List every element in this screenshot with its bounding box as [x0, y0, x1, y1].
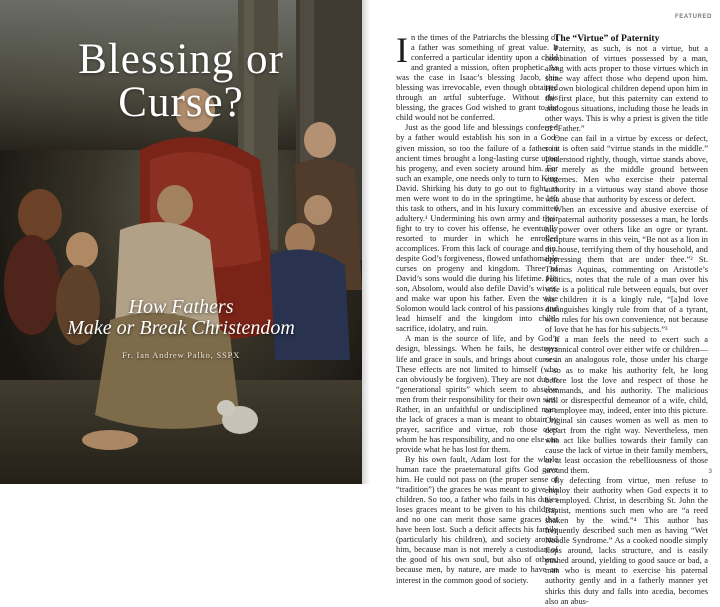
paragraph-4: By his own fault, Adam lost for the whole human race the praeternatural gifts God gave him. He could not pass on (the proper sense of “tradition”) the graces he was meant to give his children. So too, a father who fails in his duties loses graces meant to be given to his children, and no one can merit those same graces that have been lost. Such a deficit affects his family (particularly his children), and society around him, because man is not merely a custodian of the good of his own soul, but also of others, because men, by nature, are made to have an interest in the common good of society.	[396, 454, 558, 585]
author-byline: Fr. Ian Andrew Palko, SSPX	[121, 350, 241, 360]
feature-painting-page	[0, 0, 362, 484]
paragraph-1-text: n the times of the Patriarchs the blessing of a father was something of great value. It conferred a particular identity upon a child and granted a mission, often prophetic. As was the case in Isaac’s blessing Jacob, this blessing was irrevocable, even though obtained through an artful subterfuge. Without this blessing, the graces God wished to grant to the child would not be conferred.	[396, 33, 558, 123]
article-title-line-2: Curse?	[118, 79, 244, 126]
text-column-2	[545, 33, 708, 606]
page-gutter-shadow	[362, 0, 370, 484]
paragraph-3: A man is the source of life, and by God’s design, blessings. When he fails, he destroys life and grace in souls, and brings about curses. These effects are not limited to himself (who can obviously be forgiven). They are not due to “generational spirits” which seem to absolve men from their responsibility for their own sins. Rather, in an unfaithful or undisciplined man, the lack of graces a man is meant to obtain by prayer, sacrifice and virtue, rob those over whom he has responsibility, and no one else can provide what he has lost for them.	[396, 334, 558, 454]
article-title-line-1: Blessing or	[78, 36, 284, 83]
paragraph-5: Paternity, as such, is not a virtue, but a combination of virtues possessed by a man, along with acts proper to those virtues which in some way affect those who depend upon him. His own biological children depend upon him in the first place, but this paternity can extend to analogous situations, including those he leads in other ways. This is why a priest is given the title of “Father.”	[545, 44, 708, 134]
paragraph-9: By defecting from virtue, men refuse to employ their authority when God expects it to be employed. Christ, in describing St. John the Baptist, mentions such men who are “a reed shaken by the wind.”⁴ This author has frequently described such men as having “Wet Noodle Syndrome.” As a cooked noodle simply flops around, lacks structure, and is easily pushed around, yielding to good sauce or bad, a man who is meant to exercise his paternal authority gently and in a fatherly manner yet shirks this duty and falls into acedia, becomes also an abus-	[545, 476, 708, 606]
paragraph-1	[396, 30, 558, 123]
section-heading: The “Virtue” of Paternity	[554, 33, 660, 44]
paragraph-7: When an excessive and abusive exercise of the paternal authority possesses a man, he lords his power over others like an ogre or tyrant. Scripture warns in this vein, “Be not as a lion in thy house, terrifying them of thy household, and oppressing them that are under thee.”² St. Thomas Aquinas, commenting on Aristotle’s Politics, notes that the rule of a man over his wife is a political rule between equals, but over his children it is a kingly rule, “[a]nd love distinguishes kingly rule from that of a tyrant, who rules for his own convenience, not because of love that he has for his subjects.”³	[545, 204, 708, 335]
paragraph-2: Just as the good life and blessings conferred by a father would establish his son in a God-given mission, so too the failure of a father in ancient times brought a long-lasting curse upon his progeny, and even society around him. For such an example, one needs only to turn to King David. Shirking his duty to go out to fight, as men were wont to do in the springtime, he left this task to others, and in his luxury committed adultery.¹ Undermining his own army and their fight to try to cover his offense, he eventually resorted to murder in which he enrolled accomplices. From this lack of courage and sin, despite God’s forgiveness, flowed unfathomable curses on progeny and kingdom. Three of David’s sons would die during his lifetime. His son, Absolom, would also defile David’s wives, and make war upon his father. Even the wise Solomon would lack control of his passions and lead himself and the kingdom into child-sacrifice, idolatry, and ruin.	[396, 123, 558, 334]
text-column-1	[396, 30, 558, 585]
drop-cap: I	[396, 30, 408, 70]
article-subtitle-line-1: How Fathers	[128, 296, 234, 318]
article-subtitle-line-2: Make or Break Christendom	[67, 317, 295, 339]
page-number: 3	[708, 469, 712, 475]
article-title	[0, 38, 362, 124]
section-tag: FEATURED	[674, 14, 712, 20]
paragraph-6: One can fail in a virtue by excess or defect, so it is often said “virtue stands in the middle.” Understood rightly, though, virtue stands above, not merely as the middle ground between extremes. Men who exercise their paternal authority in a virtuous way stand above those who abuse that authority by excess or defect.	[545, 134, 708, 204]
paragraph-8: If a man feels the need to exert such a tyrannical control over either wife or children—or in an analogous role, those under his charge—so as to make his authority felt, he long before lost the love and respect of those he commands, and his authority. The malicious will or disrespectful demeanor of a wife, child, or employee may, indeed, enter into this picture. Original sin causes women as well as men to depart from the right way. Nevertheless, men who act like bullies towards their family can cause the lack of virtue in their family members, or at least occasion the rebelliousness of those around them.	[545, 335, 708, 475]
article-subtitle	[0, 297, 362, 339]
